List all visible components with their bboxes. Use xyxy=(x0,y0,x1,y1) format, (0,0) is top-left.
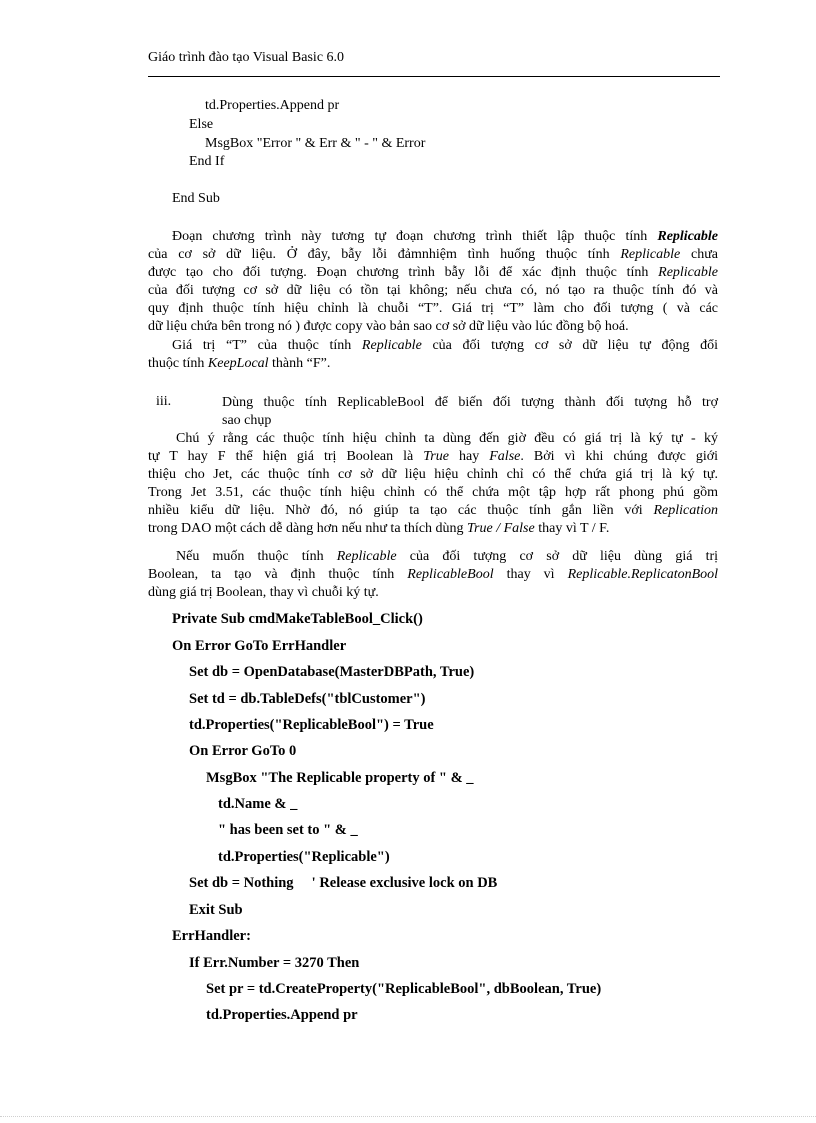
paragraph-text: thành “F”. xyxy=(272,356,331,371)
code-line: MsgBox "The Replicable property of " & _ xyxy=(206,770,474,786)
paragraph-text: của cơ sở dữ liệu. Ở đây, bẫy lỗi đảmnhiệm tình huống thuộc tính xyxy=(148,247,610,262)
code-line: Set pr = td.CreateProperty("ReplicableBool", dbBoolean, True) xyxy=(206,981,602,997)
code-line: td.Properties("ReplicableBool") = True xyxy=(189,717,434,733)
code-line: End If xyxy=(189,154,225,169)
paragraph-text: trong DAO một cách dễ dàng hơn nếu như ta thích dùng xyxy=(148,521,464,536)
paragraph-text: Đoạn chương trình này tương tự đoạn chương trình thiết lập thuộc tính xyxy=(172,229,648,244)
paragraph-text: thiệu cho Jet, các thuộc tính cơ sở dữ liệu hiệu chỉnh chỉ có thể chứa giá trị là ký tự. xyxy=(148,467,718,482)
code-line: td.Properties("Replicable") xyxy=(218,849,390,865)
paragraph-text: hay xyxy=(459,449,480,464)
paragraph-text: của đối tượng cơ sở dữ liệu có tồn tại không; nếu chưa có, nó tạo ra thuộc tính đó và xyxy=(148,283,718,298)
italic-term: ReplicableBool xyxy=(407,567,494,582)
code-line: " has been set to " & _ xyxy=(218,822,358,838)
italic-term: Replicable xyxy=(361,338,422,353)
bold-term: Replicable xyxy=(657,229,719,244)
paragraph-text: quy định thuộc tính hiệu chỉnh là chuỗi “T”. Giá trị “T” làm cho đối tượng ( và các xyxy=(148,301,718,316)
italic-term: Replicable xyxy=(658,265,719,280)
paragraph-text: dữ liệu chứa bên trong nó ) được copy vào bản sao cơ sở dữ liệu vào lúc đồng bộ hoá. xyxy=(148,319,629,334)
paragraph-text: tự T hay F thể hiện giá trị Boolean là xyxy=(148,449,414,464)
code-line: Else xyxy=(189,117,214,132)
italic-term: True / False xyxy=(467,521,535,536)
paragraph-text: Trong Jet 3.51, các thuộc tính hiệu chỉnh có thể chứa một tập hợp rất phong phú gồm xyxy=(148,485,718,500)
paragraph-text: dùng giá trị Boolean, thay vì chuỗi ký tự. xyxy=(148,585,379,600)
italic-term: Replicable xyxy=(336,549,397,564)
paragraph-text: chưa xyxy=(690,247,718,262)
italic-term: Replication xyxy=(653,503,718,518)
code-line: Exit Sub xyxy=(189,902,243,918)
paragraph-text: nhiều kiểu dữ liệu. Nhờ đó, nó giúp ta tạo các thuộc tính gắn liền với xyxy=(148,503,643,518)
paragraph-text: Chú ý rằng các thuộc tính hiệu chỉnh ta dùng đến giờ đều có giá trị là ký tự - ký xyxy=(176,431,718,446)
italic-term: Replicable.ReplicatonBool xyxy=(567,567,719,582)
paragraph-text: của đối tượng cơ sở dữ liệu dùng giá trị xyxy=(409,549,719,564)
code-line: Set db = Nothing ' Release exclusive lock on DB xyxy=(189,875,498,891)
paragraph-keeplocal xyxy=(148,337,718,373)
paragraph-text: Nếu muốn thuộc tính xyxy=(176,549,324,564)
paragraph-boolean-note xyxy=(148,430,718,538)
paragraph-replicable-intro xyxy=(148,228,718,336)
code-line: td.Properties.Append pr xyxy=(205,98,340,113)
paragraph-text: . Bởi vì khi chúng được giới xyxy=(520,449,719,464)
code-line: If Err.Number = 3270 Then xyxy=(189,955,360,971)
italic-term: Replicable xyxy=(620,247,681,262)
code-line: Private Sub cmdMakeTableBool_Click() xyxy=(172,611,423,627)
code-line: Set td = db.TableDefs("tblCustomer") xyxy=(189,691,426,707)
code-line: ErrHandler: xyxy=(172,928,251,944)
paragraph-text: của đối tượng cơ sở dữ liệu tự động đổi xyxy=(432,338,719,353)
section-title-line: Dùng thuộc tính ReplicableBool để biến đối tượng thành đối tượng hỗ trợ xyxy=(222,395,718,410)
section-title-line: sao chụp xyxy=(222,413,272,428)
paragraph-text: thuộc tính xyxy=(148,356,205,371)
code-line: On Error GoTo ErrHandler xyxy=(172,638,347,654)
code-line: td.Properties.Append pr xyxy=(206,1007,358,1023)
paragraph-text: thay vì xyxy=(506,567,555,582)
paragraph-text: Giá trị “T” của thuộc tính xyxy=(172,338,352,353)
paragraph-text: Boolean, ta tạo và định thuộc tính xyxy=(148,567,395,582)
italic-term: True xyxy=(423,449,449,464)
paragraph-text: được tạo cho đối tượng. Đoạn chương trình bẫy lỗi để xác định thuộc tính xyxy=(148,265,649,280)
italic-term: KeepLocal xyxy=(207,356,269,371)
page-bottom-border xyxy=(0,1116,816,1117)
section-title xyxy=(222,394,718,430)
header-divider xyxy=(148,76,720,77)
code-line: td.Name & _ xyxy=(218,796,298,812)
code-line: MsgBox "Error " & Err & " - " & Error xyxy=(205,136,426,151)
code-line: Set db = OpenDatabase(MasterDBPath, True) xyxy=(189,664,475,680)
paragraph-text: thay vì T / F. xyxy=(538,521,610,536)
section-number: iii. xyxy=(156,394,172,409)
code-line: On Error GoTo 0 xyxy=(189,743,297,759)
italic-term: False xyxy=(489,449,521,464)
paragraph-replicablebool xyxy=(148,548,718,602)
page-header-title: Giáo trình đào tạo Visual Basic 6.0 xyxy=(148,50,345,65)
code-line: End Sub xyxy=(172,191,220,206)
